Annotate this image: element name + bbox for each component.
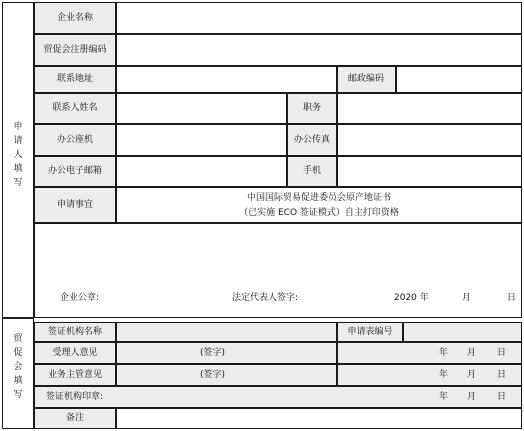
office-phone-label: 办公座机: [56, 135, 94, 145]
supervisor-date-year: 年: [439, 370, 449, 380]
ccpit-section-label: 贸促会填写: [13, 334, 23, 400]
seal-date-month: 月: [467, 392, 477, 402]
supervisor-opinion-input[interactable]: [116, 364, 337, 386]
receiver-opinion-label: 受理人意见: [52, 348, 98, 358]
contact-name-label: 联系人姓名: [52, 103, 98, 113]
applicant-section-label: 申请人填写: [13, 122, 23, 188]
supervisor-date-cell[interactable]: [337, 364, 522, 386]
receiver-sign-label: (签字): [200, 348, 226, 358]
office-phone-input[interactable]: [116, 124, 287, 156]
application-matter-line2: （已实施 ECO 签证模式）自主打印资格: [239, 208, 399, 218]
application-matter-line1: 中国国际贸易促进委员会原产地证书: [246, 193, 392, 203]
registration-code-input[interactable]: [116, 34, 522, 66]
institution-name-label: 签证机构名称: [47, 327, 103, 337]
position-label: 职务: [302, 103, 322, 113]
supervisor-date-month: 月: [467, 370, 477, 380]
receiver-date-cell[interactable]: [337, 342, 522, 364]
contact-name-input[interactable]: [116, 93, 287, 124]
receiver-date-month: 月: [467, 348, 477, 358]
remarks-label: 备注: [65, 413, 85, 423]
address-label: 联系地址: [56, 74, 94, 84]
office-email-input[interactable]: [116, 156, 287, 187]
receiver-date-day: 日: [497, 348, 507, 358]
institution-seal-label: 签证机构印章:: [46, 392, 104, 402]
company-seal-label: 企业公章:: [60, 293, 100, 303]
applicant-date-year: 2020 年: [394, 293, 429, 303]
receiver-date-year: 年: [439, 348, 449, 358]
supervisor-opinion-label: 业务主管意见: [47, 370, 103, 380]
seal-date-day: 日: [497, 392, 507, 402]
postal-code-input[interactable]: [396, 66, 522, 93]
legal-rep-sign-label: 法定代表人签字:: [232, 293, 299, 303]
company-name-input[interactable]: [116, 2, 522, 34]
applicant-date-month: 月: [462, 293, 472, 303]
position-input[interactable]: [337, 93, 522, 124]
address-input[interactable]: [116, 66, 337, 93]
application-matter-label: 申请事宜: [56, 200, 94, 210]
receiver-opinion-input[interactable]: [116, 342, 337, 364]
institution-name-input[interactable]: [116, 322, 337, 342]
seal-date-year: 年: [439, 392, 449, 402]
supervisor-date-day: 日: [497, 370, 507, 380]
applicant-date-day: 日: [507, 293, 517, 303]
application-no-label: 申请表编号: [347, 327, 393, 337]
mobile-label: 手机: [302, 166, 322, 176]
office-fax-input[interactable]: [337, 124, 522, 156]
registration-code-label: 贸促会注册编码: [43, 45, 107, 55]
application-no-input[interactable]: [403, 322, 522, 342]
mobile-input[interactable]: [337, 156, 522, 187]
postal-code-label: 邮政编码: [347, 74, 385, 84]
supervisor-sign-label: (签字): [200, 370, 226, 380]
institution-seal-cell[interactable]: [34, 386, 522, 408]
company-name-label: 企业名称: [56, 13, 94, 23]
remarks-input[interactable]: [116, 408, 522, 429]
office-email-label: 办公电子邮箱: [47, 166, 103, 176]
office-fax-label: 办公传真: [293, 135, 331, 145]
